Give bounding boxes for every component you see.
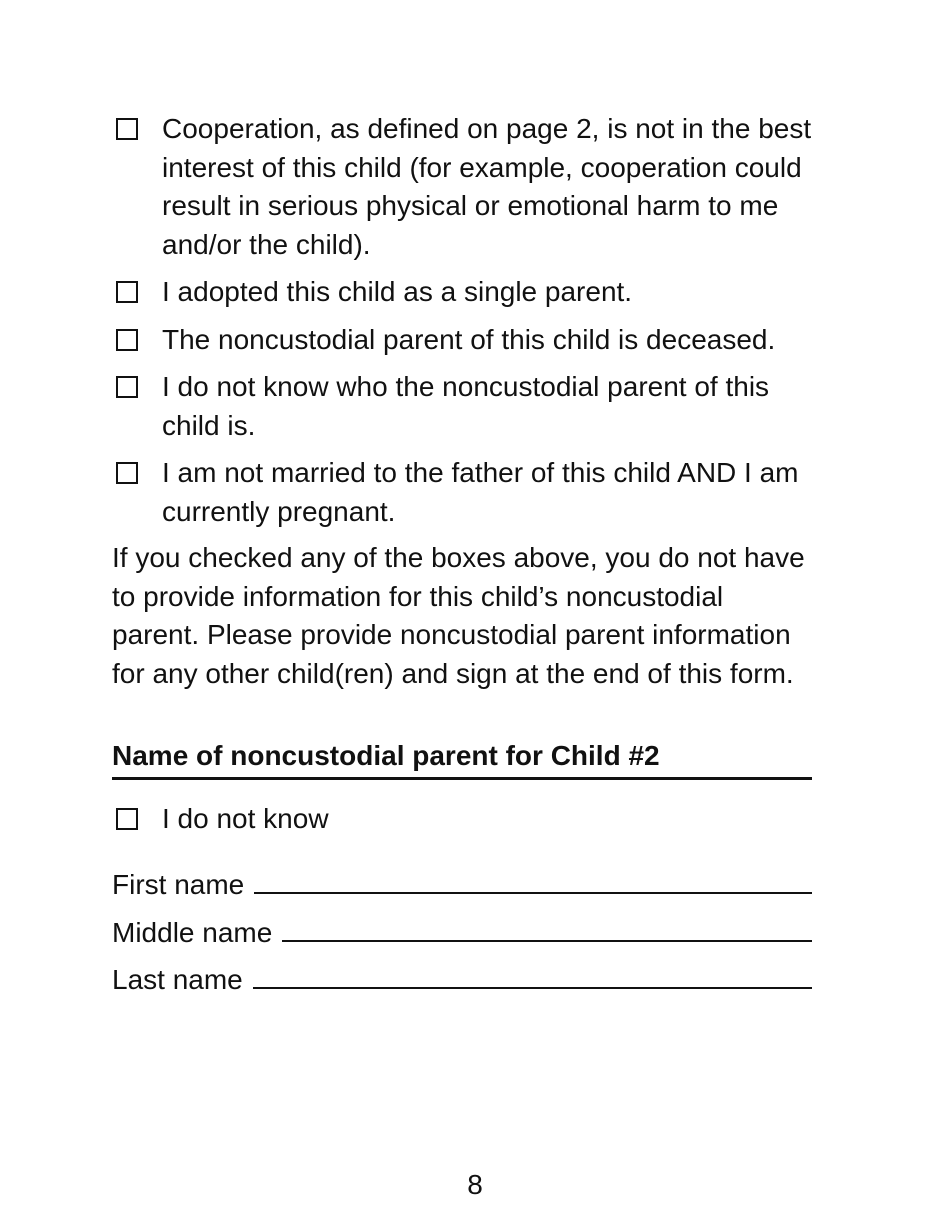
first-name-row bbox=[112, 866, 812, 914]
checkbox-adopted-single[interactable] bbox=[116, 281, 138, 303]
first-name-field[interactable] bbox=[254, 878, 812, 894]
option-parent-unknown-label: I do not know who the noncustodial parent of this child is. bbox=[162, 371, 770, 441]
page-number: 8 bbox=[467, 1169, 483, 1200]
middle-name-field[interactable] bbox=[282, 926, 812, 942]
checkbox-pregnant[interactable] bbox=[116, 462, 138, 484]
checkbox-parent-unknown[interactable] bbox=[116, 376, 138, 398]
section-title: Name of noncustodial parent for Child #2 bbox=[112, 739, 812, 780]
option-adopted-single-label: I adopted this child as a single parent. bbox=[162, 276, 633, 307]
middle-name-label: Middle name bbox=[112, 916, 273, 948]
name-fields bbox=[112, 866, 812, 1009]
checkbox-parent-deceased[interactable] bbox=[116, 329, 138, 351]
last-name-field[interactable] bbox=[253, 973, 812, 989]
option-pregnant bbox=[112, 454, 812, 531]
last-name-row bbox=[112, 961, 812, 1009]
option-parent-unknown bbox=[112, 368, 812, 445]
option-do-not-know bbox=[112, 800, 812, 838]
checkbox-do-not-know[interactable] bbox=[116, 808, 138, 830]
form-page bbox=[112, 110, 812, 1009]
middle-name-row bbox=[112, 914, 812, 962]
option-do-not-know-label: I do not know bbox=[162, 803, 329, 834]
instructions-paragraph: If you checked any of the boxes above, you do not have to provide information for this child’s noncustodial parent. Please provide noncustodial parent information for any other child(ren) and sign at the end of this form. bbox=[112, 542, 805, 689]
option-parent-deceased bbox=[112, 321, 812, 360]
option-parent-deceased-label: The noncustodial parent of this child is deceased. bbox=[162, 323, 776, 355]
option-pregnant-label: I am not married to the father of this child AND I am currently pregnant. bbox=[162, 457, 799, 527]
checkbox-cooperation[interactable] bbox=[116, 118, 138, 140]
last-name-label: Last name bbox=[112, 964, 243, 995]
first-name-label: First name bbox=[112, 869, 245, 900]
option-cooperation-label: Cooperation, as defined on page 2, is not in the best interest of this child (for example, cooperation could result in serious physical or emotional harm to me and/or the child). bbox=[162, 113, 812, 260]
option-adopted-single bbox=[112, 273, 812, 312]
option-cooperation bbox=[112, 110, 812, 264]
